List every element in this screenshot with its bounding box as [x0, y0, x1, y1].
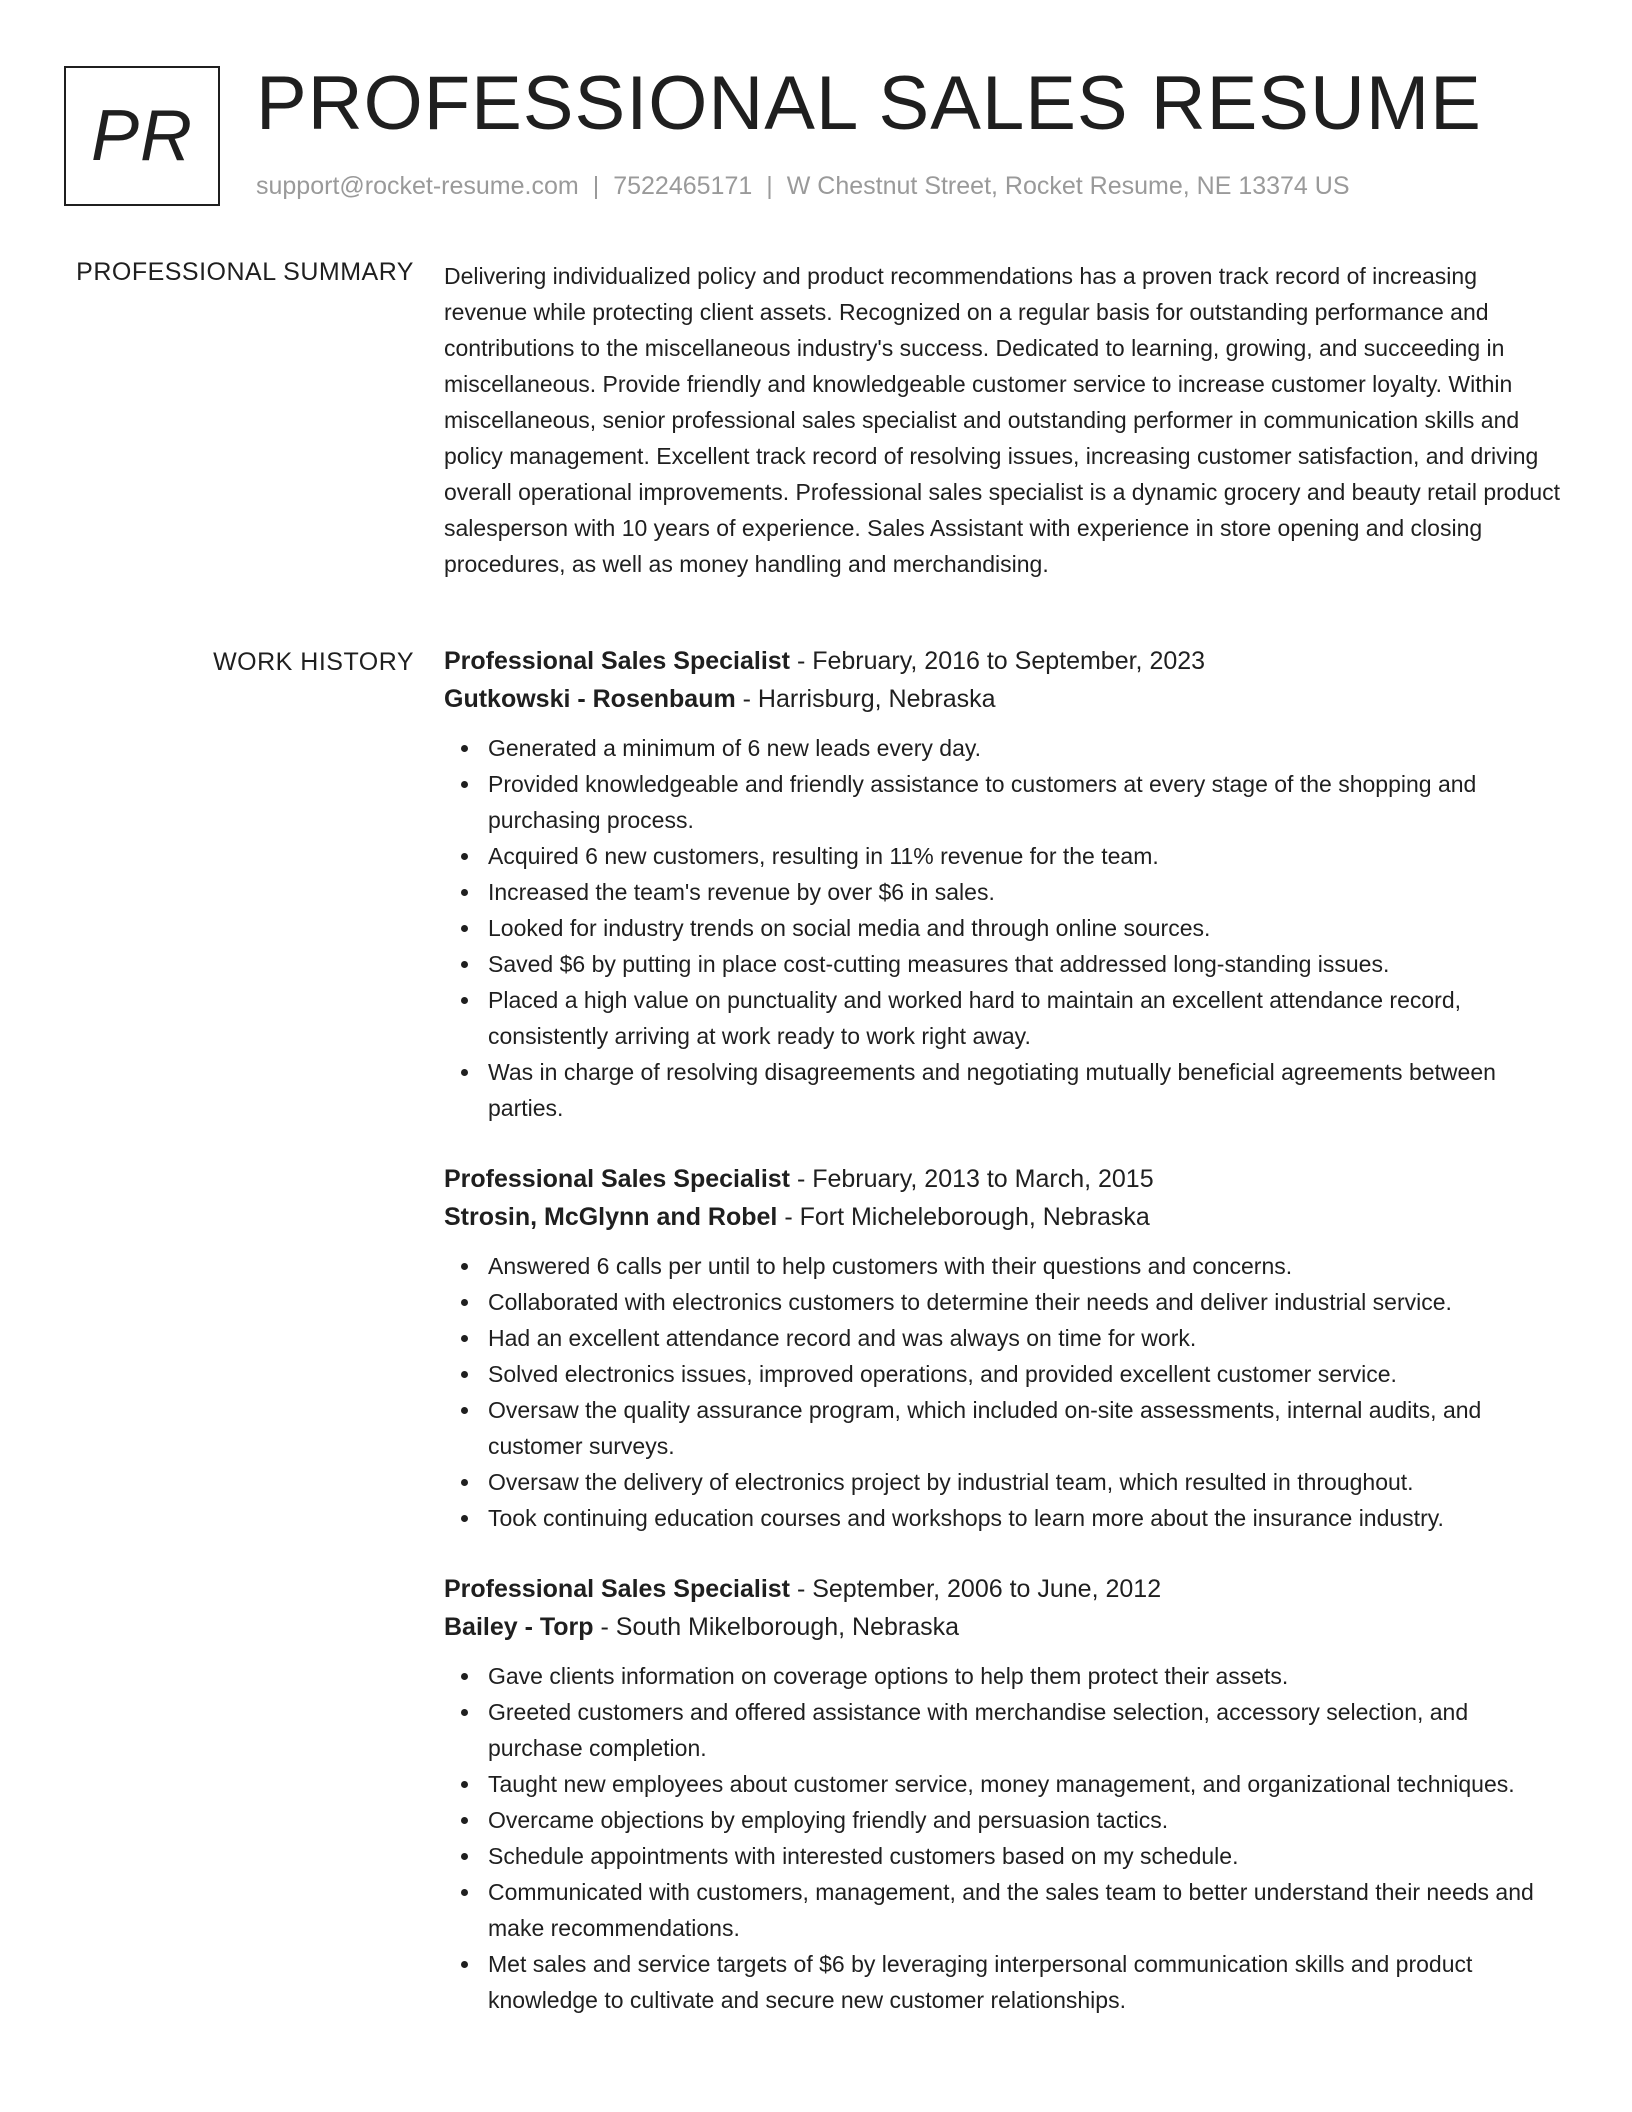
job-title: Professional Sales Specialist: [444, 647, 790, 675]
job-company-line: [444, 1608, 1564, 1646]
job-bullets: [444, 1658, 1564, 2018]
work-history-heading: WORK HISTORY: [213, 648, 414, 676]
monogram-badge: [64, 66, 220, 206]
job-bullet: Placed a high value on punctuality and worked hard to maintain an excellent attendance record, consistently arriving at work ready to work right away.: [488, 982, 1564, 1054]
job-bullet: Solved electronics issues, improved operations, and provided excellent customer service.: [488, 1356, 1564, 1392]
job-bullet: Met sales and service targets of $6 by leveraging interpersonal communication skills and product knowledge to cultivate and secure new customer relationships.: [488, 1946, 1564, 2018]
resume-title: PROFESSIONAL SALES RESUME: [256, 61, 1482, 146]
job-bullets: [444, 730, 1564, 1126]
job-bullet: Greeted customers and offered assistance with merchandise selection, accessory selection, and purchase completion.: [488, 1694, 1564, 1766]
job-company-line: [444, 1198, 1564, 1236]
job-bullet: Schedule appointments with interested customers based on my schedule.: [488, 1838, 1564, 1874]
contact-separator: |: [766, 172, 773, 200]
job-dates: - February, 2013 to March, 2015: [790, 1165, 1154, 1193]
work-history-body: [444, 642, 1564, 2052]
job-bullet: Provided knowledgeable and friendly assistance to customers at every stage of the shopping and purchasing process.: [488, 766, 1564, 838]
job-bullet: Communicated with customers, management, and the sales team to better understand their needs and make recommendations.: [488, 1874, 1564, 1946]
job-location: - South Mikelborough, Nebraska: [593, 1613, 960, 1641]
contact-phone[interactable]: 7522465171: [613, 172, 753, 200]
job-bullet: Gave clients information on coverage options to help them protect their assets.: [488, 1658, 1564, 1694]
job-bullet: Oversaw the delivery of electronics project by industrial team, which resulted in throughout.: [488, 1464, 1564, 1500]
job-entry: [444, 642, 1564, 1126]
job-bullet: Generated a minimum of 6 new leads every day.: [488, 730, 1564, 766]
summary-heading: PROFESSIONAL SUMMARY: [76, 258, 414, 286]
job-bullet: Oversaw the quality assurance program, which included on-site assessments, internal audits, and customer surveys.: [488, 1392, 1564, 1464]
job-company: Gutkowski - Rosenbaum: [444, 685, 736, 713]
job-bullet: Overcame objections by employing friendly and persuasion tactics.: [488, 1802, 1564, 1838]
job-bullet: Looked for industry trends on social media and through online sources.: [488, 910, 1564, 946]
job-company: Bailey - Torp: [444, 1613, 594, 1641]
job-dates: - September, 2006 to June, 2012: [790, 1575, 1162, 1603]
job-title: Professional Sales Specialist: [444, 1165, 790, 1193]
job-title-line: [444, 642, 1564, 680]
contact-separator: |: [592, 172, 600, 200]
job-bullet: Increased the team's revenue by over $6 in sales.: [488, 874, 1564, 910]
job-entry: [444, 1570, 1564, 2018]
job-company-line: [444, 680, 1564, 718]
job-company: Strosin, McGlynn and Robel: [444, 1203, 778, 1231]
job-bullet: Saved $6 by putting in place cost-cutting measures that addressed long-standing issues.: [488, 946, 1564, 982]
job-title-line: [444, 1570, 1564, 1608]
contact-email[interactable]: support@rocket-resume.com: [256, 172, 579, 200]
job-location: - Fort Micheleborough, Nebraska: [777, 1203, 1150, 1231]
job-bullet: Acquired 6 new customers, resulting in 11% revenue for the team.: [488, 838, 1564, 874]
job-bullet: Had an excellent attendance record and was always on time for work.: [488, 1320, 1564, 1356]
summary-body: [444, 258, 1564, 582]
resume-header: [64, 61, 1568, 210]
job-bullet: Was in charge of resolving disagreements and negotiating mutually beneficial agreements between parties.: [488, 1054, 1564, 1126]
job-bullet: Took continuing education courses and workshops to learn more about the insurance industry.: [488, 1500, 1564, 1536]
job-location: - Harrisburg, Nebraska: [735, 685, 996, 713]
job-entry: [444, 1160, 1564, 1536]
job-bullet: Collaborated with electronics customers to determine their needs and deliver industrial service.: [488, 1284, 1564, 1320]
summary-text: Delivering individualized policy and product recommendations has a proven track record of increasing revenue while protecting client assets. Recognized on a regular basis for outstanding performance and contributions to the miscellaneous industry's success. Dedicated to learning, growing, and succeeding in miscellaneous. Provide friendly and knowledgeable customer service to increase customer loyalty. Within miscellaneous, senior professional sales specialist and outstanding performer in communication skills and policy management. Excellent track record of resolving issues, increasing customer satisfaction, and driving overall operational improvements. Professional sales specialist is a dynamic grocery and beauty retail product salesperson with 10 years of experience. Sales Assistant with experience in store opening and closing procedures, as well as money handling and merchandising.: [444, 263, 1561, 577]
job-title: Professional Sales Specialist: [444, 1575, 790, 1603]
job-bullets: [444, 1248, 1564, 1536]
job-dates: - February, 2016 to September, 2023: [790, 647, 1206, 675]
job-bullet: Taught new employees about customer service, money management, and organizational techniques.: [488, 1766, 1564, 1802]
monogram-initials: PR: [90, 96, 194, 176]
contact-address: W Chestnut Street, Rocket Resume, NE 13374 US: [786, 172, 1350, 200]
job-bullet: Answered 6 calls per until to help customers with their questions and concerns.: [488, 1248, 1564, 1284]
contact-line: [256, 172, 1350, 201]
job-title-line: [444, 1160, 1564, 1198]
